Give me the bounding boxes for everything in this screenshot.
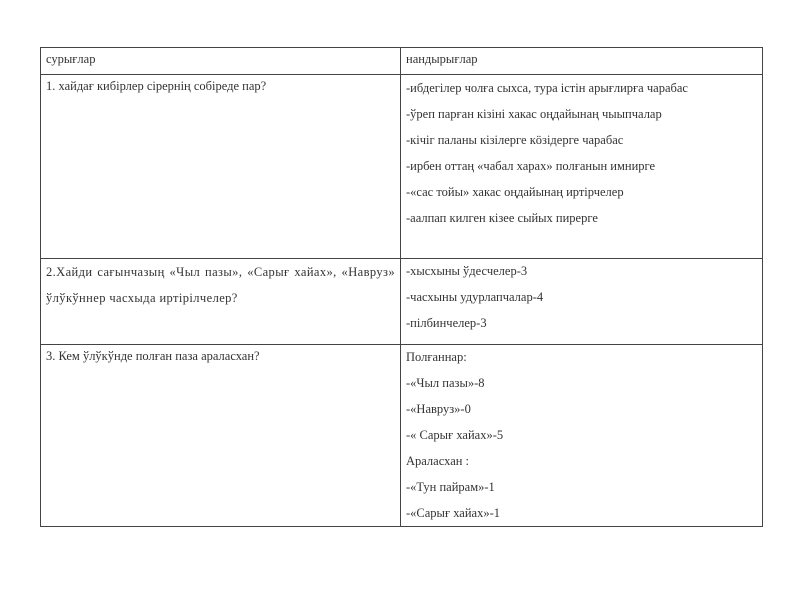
answer-line: -«Чыл пазы»-8: [406, 376, 485, 390]
answer-line: -часхыны удурлапчалар-4: [406, 290, 544, 304]
answer-line: -ўреп парған кізіні хакас оңдайынаң чыыпчалар: [406, 107, 662, 121]
header-questions: сурығлар: [41, 48, 401, 75]
answer-line: Полғаннар:: [406, 350, 467, 364]
answer-line: -ирбен оттаң «чабал харах» полғанын имнирге: [406, 159, 656, 173]
answer-line: -аалпап килген кізее сыйых пирерге: [406, 211, 598, 225]
table-row: [41, 75, 763, 259]
header-answers: нандырығлар: [401, 48, 763, 75]
table-header-row: [41, 48, 763, 75]
table-row: [41, 345, 763, 527]
question-cell: [41, 259, 401, 345]
question-cell: [41, 75, 401, 259]
question-text: 2.Хайди сағынчазың «Чыл пазы», «Сарығ хайах», «Навруз» ўлўкўннер часхыда иртірілчелер?: [46, 265, 395, 305]
answers-cell: [401, 75, 763, 259]
answer-line: Араласхан :: [406, 454, 470, 468]
answer-line: -«Тун пайрам»-1: [406, 480, 495, 494]
answers-cell: [401, 345, 763, 527]
survey-table: [40, 47, 763, 527]
table-row: [41, 259, 763, 345]
answer-line: -«Навруз»-0: [406, 402, 471, 416]
answer-line: -кічіг паланы кізілерге кӧзідерге чарабас: [406, 133, 624, 147]
answer-line: -пілбинчелер-3: [406, 316, 487, 330]
question-text: 3. Кем ўлўкўнде полған паза араласхан?: [46, 349, 260, 363]
answer-line: -«Сарығ хайах»-1: [406, 506, 500, 520]
answer-line: -« Сарығ хайах»-5: [406, 428, 504, 442]
answer-line: -хысхыны ўдесчелер-3: [406, 264, 528, 278]
answer-line: -«сас тойы» хакас оңдайынаң иртірчелер: [406, 185, 624, 199]
question-cell: [41, 345, 401, 527]
answers-cell: [401, 259, 763, 345]
question-text: 1. хайдағ кибірлер сірернің собіреде пар?: [46, 79, 267, 93]
answer-line: -ибдегілер чолға сыхса, тура істін арығлирға чарабас: [406, 81, 688, 95]
